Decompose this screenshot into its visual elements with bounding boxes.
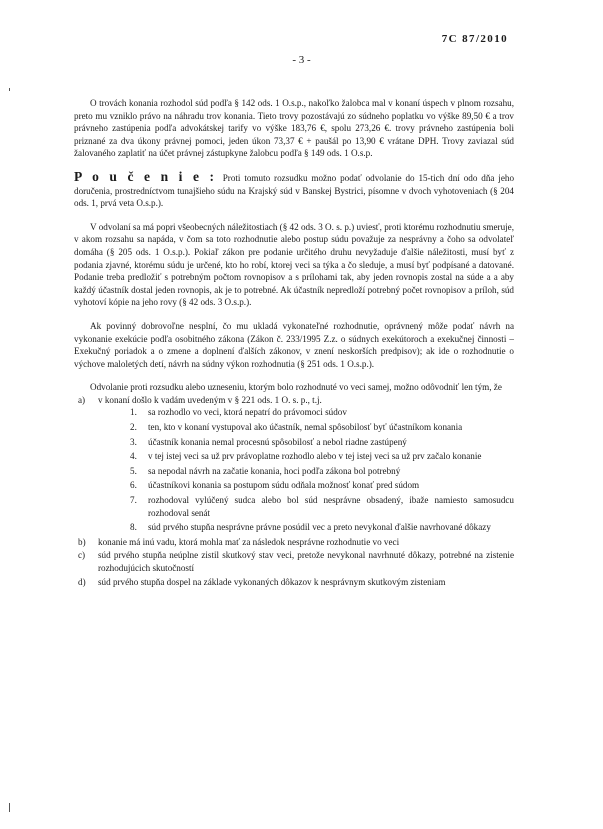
list-item-text: účastníkovi konania sa postupom súdu odňala možnosť konať pred súdom bbox=[148, 480, 420, 491]
ground-c bbox=[74, 549, 514, 574]
list-item-text: rozhodoval vylúčený sudca alebo bol súd nesprávne obsadený, ibaže namiesto samosudcu rozhodoval senát bbox=[148, 495, 514, 518]
list-item bbox=[130, 406, 514, 419]
list-marker: 5. bbox=[130, 465, 137, 476]
list-marker: 4. bbox=[130, 451, 137, 462]
scan-mark bbox=[9, 88, 10, 91]
list-item-text: v tej istej veci sa už prv právoplatne rozhodlo alebo v tej istej veci sa už prv začalo konanie bbox=[148, 451, 482, 462]
list-item-text: sa nepodal návrh na začatie konania, hoci podľa zákona bol potrebný bbox=[148, 465, 401, 476]
list-item-text: účastník konania nemal procesnú spôsobilosť a nebol riadne zastúpený bbox=[148, 436, 407, 447]
ground-b bbox=[74, 536, 514, 549]
list-marker: b) bbox=[78, 536, 86, 547]
ground-a bbox=[74, 394, 514, 534]
instruction-paragraph bbox=[74, 168, 515, 210]
instruction-text: Proti tomuto rozsudku možno podať odvolanie do 15-tich dní odo dňa jeho doručenia, prostredníctvom tunajšieho súdu na Krajský súd v Banskej Bystrici, písomne v dvoch vyhotoveniach (§ 204 ods. 1, prvá veta O.s.p.). bbox=[74, 172, 515, 209]
scan-mark bbox=[9, 803, 10, 812]
list-item bbox=[130, 450, 514, 463]
grounds-intro: Odvolanie proti rozsudku alebo uzneseniu, ktorým bolo rozhodnuté vo veci samej, možno odôvodniť len tým, že bbox=[90, 382, 502, 393]
ground-text: v konaní došlo k vadám uvedeným v § 221 ods. 1 O. s. p., t.j. bbox=[98, 394, 322, 405]
list-item-text: sa rozhodlo vo veci, ktorá nepatrí do právomoci súdov bbox=[148, 407, 347, 418]
costs-paragraph: O trovách konania rozhodol súd podľa § 142 ods. 1 O.s.p., nakoľko žalobca mal v konaní úspech v plnom rozsahu, preto mu vzniklo právo na náhradu trov konania. Tieto trovy pozostávajú zo súdneho poplatku vo výške 89,50 € a trov právneho zastúpenia podľa advokátskej tarify vo výške 183,76 €, spolu 273,26 €. trovy právneho zastúpenia boli priznané za dva úkony právnej pomoci, jeden úkon 73,37 € + paušál po 13,90 € vrátane DPH. Trovy zaviazal súd žalovaného zaplatiť na účet právnej zástupkyne žalobcu podľa § 149 ods. 1 O.s.p. bbox=[74, 98, 514, 159]
list-item-text: ten, kto v konaní vystupoval ako účastník, nemal spôsobilosť byť účastníkom konania bbox=[148, 422, 463, 433]
list-marker: a) bbox=[78, 394, 86, 405]
enforcement-paragraph: Ak povinný dobrovoľne nesplní, čo mu ukladá vykonateľné rozhodnutie, oprávnený môže podať návrh na vykonanie exekúcie podľa osobitného zákona (Zákon č. 233/1995 Z.z. o súdnych exekútoroch a exekučnej činnosti – Exekučný poriadok a o zmene a doplnení ďalších zákonov, v znení neskorších predpisov); ak ide o rozhodnutie o výchove maloletých detí, návrh na súdny výkon rozhodnutia (§ 251 ods. 1 O.s.p.). bbox=[74, 320, 514, 369]
list-marker: d) bbox=[78, 576, 86, 587]
defects-list bbox=[98, 406, 514, 533]
ground-text: konanie má inú vadu, ktorá mohla mať za následok nesprávne rozhodnutie vo veci bbox=[98, 536, 400, 547]
list-marker: 1. bbox=[130, 407, 137, 418]
ground-text: súd prvého stupňa neúplne zistil skutkový stav veci, pretože nevykonal navrhnuté dôkazy, potrebné na zistenie rozhodujúcich skutočností bbox=[98, 550, 514, 573]
list-item-text: súd prvého stupňa nesprávne právne posúdil vec a preto nevykonal ďalšie navrhované dôkazy bbox=[148, 522, 491, 533]
grounds-list bbox=[74, 394, 514, 588]
list-item bbox=[130, 521, 514, 534]
appeal-content-paragraph: V odvolaní sa má popri všeobecných náležitostiach (§ 42 ods. 3 O. s. p.) uviesť, proti ktorému rozhodnutiu smeruje, v akom rozsahu sa napáda, v čom sa toto rozhodnutie alebo postup súdu považuje za nesprávny a čoho sa odvolateľ domáha (§ 205 ods. 1 O.s.p.). Pokiaľ zákon pre podanie určitého druhu nevyžaduje ďalšie náležitosti, musí byť z podania zjavné, ktorému súdu je určené, kto ho robí, ktorej veci sa týka a čo sleduje, a musí byť podpísané a datované. Podanie treba predložiť s potrebným počtom rovnopisov a s prílohami tak, aby jeden rovnopis zostal na súde a a aby každý účastník dostal jeden rovnopis, ak je to potrebné. Ak účastník nepredloží potrebný počet rovnopisov a príloh, súd vyhotoví kópie na jeho rovy (§ 42 ods. 3 O.s.p.). bbox=[74, 221, 514, 308]
list-marker: 2. bbox=[130, 422, 137, 433]
list-marker: c) bbox=[78, 550, 86, 561]
document-body bbox=[74, 97, 514, 589]
page-number: - 3 - bbox=[292, 54, 311, 66]
list-item bbox=[130, 494, 514, 519]
list-item bbox=[130, 436, 514, 449]
list-item bbox=[130, 421, 514, 434]
list-marker: 7. bbox=[130, 495, 137, 506]
ground-text: súd prvého stupňa dospel na základe vykonaných dôkazov k nesprávnym skutkovým zisteniam bbox=[98, 576, 446, 587]
case-number: 7C 87/2010 bbox=[441, 33, 508, 45]
list-item bbox=[130, 465, 514, 478]
ground-d bbox=[74, 576, 514, 589]
list-item bbox=[130, 479, 514, 492]
list-marker: 6. bbox=[130, 480, 137, 491]
instruction-heading: P o u č e n i e : bbox=[74, 168, 217, 184]
list-marker: 8. bbox=[130, 522, 137, 533]
list-marker: 3. bbox=[130, 436, 137, 447]
